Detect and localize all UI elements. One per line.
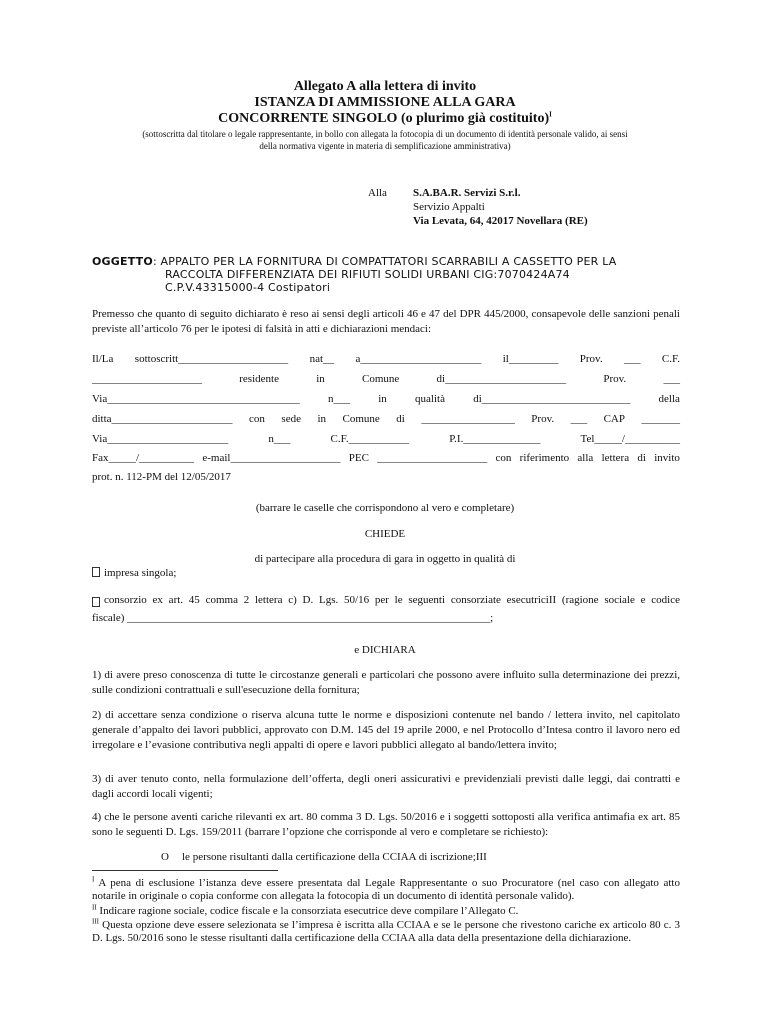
form-field-cf[interactable]: ____________________: [92, 373, 202, 385]
footnote-text-2: Indicare ragione sociale, codice fiscale e la consorziata esecutrice deve compilare l’Allegato C.: [99, 905, 519, 917]
form-label-in: in: [378, 393, 387, 405]
form-field-email[interactable]: e-mail____________________: [202, 452, 341, 464]
text-con: con: [495, 452, 512, 464]
form-label-residente: residente: [239, 373, 279, 385]
form-label-cf: C.F.: [661, 353, 680, 365]
heading-concorrente-text: CONCORRENTE SINGOLO (o plurimo già costituito): [218, 111, 550, 126]
form-label-sede: sede: [281, 413, 301, 425]
declaration-point-1: 1) di avere preso conoscenza di tutte le circostanze generali e particolari che possono avere influito sulla determinazione dei prezzi, sulle condizioni contrattuali e sull'esecuzione della fornitura;: [92, 669, 680, 696]
form-row-4: [92, 413, 680, 425]
form-row-5: [92, 433, 680, 445]
form-label-prov: Prov.: [579, 353, 603, 365]
dichiara-heading: e DICHIARA: [354, 644, 416, 656]
form-field-piva[interactable]: P.I.______________: [449, 433, 541, 445]
form-row-3: [92, 393, 680, 405]
declaration-point-3: 3) di aver tenuto conto, nella formulazione dell’offerta, degli oneri assicurativi e previdenziali previsti dalle leggi, dai contratti e dagli accordi locali vigenti;: [92, 773, 680, 800]
recipient-dept: Servizio Appalti: [413, 201, 485, 213]
option-consorzio-line2[interactable]: fiscale) __________________________________________________________________;: [92, 612, 494, 624]
document-heading-allegato: Allegato A alla lettera di invito: [293, 79, 477, 94]
footnote-mark-3: III: [92, 917, 99, 926]
option-consorzio-label: consorzio ex art. 45 comma 2 lettera c) D. Lgs. 50/16 per le seguenti consorziate esecutriciII (ragione sociale e codice: [104, 594, 680, 606]
form-field-il-la: Il/La: [92, 353, 114, 365]
form-label-prov: Prov.: [603, 373, 627, 385]
oggetto-line2: RACCOLTA DIFFERENZIATA DEI RIFIUTI SOLIDI URBANI CIG:7070424A74: [165, 268, 570, 281]
heading-note-line1: (sottoscritta dal titolare o legale rappresentante, in bollo con allegata la fotocopia di un documento di identità personale valido, ai sensi: [142, 129, 628, 139]
declaration-point-4: 4) che le persone aventi cariche rilevanti ex art. 80 comma 3 D. Lgs. 50/2016 e i soggetti sottoposti alla verifica antimafia ex art. 85 sono le seguenti D. Lgs. 159/2011 (barrare l’opzione che corrisponde al vero e completare se richiesto):: [92, 811, 680, 838]
form-field-sottoscritto[interactable]: sottoscritt____________________: [134, 353, 289, 365]
document-heading-concorrente: [0, 111, 770, 127]
form-field-tel[interactable]: Tel_____/__________: [580, 433, 680, 445]
form-label-della: della: [658, 393, 680, 405]
footnote-text-1: A pena di esclusione l’istanza deve essere presentata dal Legale Rappresentante o suo Procuratore (nel caso con allegato atto notarile in originale o copia conforme con allegata la fotocopia di un documento di identità personale valido).: [92, 877, 680, 902]
footnote-ref-1: I: [549, 110, 552, 119]
form-field-qualita[interactable]: di___________________________: [473, 393, 631, 405]
oggetto-label: OGGETTO: [92, 255, 153, 268]
oggetto-line1: [92, 255, 617, 268]
form-label-in: in: [316, 373, 325, 385]
barrare-instruction: (barrare le caselle che corrispondono al vero e completare): [255, 502, 515, 514]
form-field-cap[interactable]: _______: [641, 413, 680, 425]
footnote-text-3: Questa opzione deve essere selezionata se l’impresa è iscritta alla CCIAA e se le persone che rivestono cariche ex articolo 80 c. 3 D. Lgs. 50/2016 sono le stesse risultanti dalla certificazione della CCIAA alla data della presentazione della dichiarazione.: [92, 919, 680, 944]
form-field-comune-residenza[interactable]: di______________________: [436, 373, 567, 385]
text-invito: invito: [654, 452, 680, 464]
partecipare-text: di partecipare alla procedura di gara in oggetto in qualità di: [254, 553, 516, 565]
prot-reference: prot. n. 112-PM del 12/05/2017: [92, 471, 231, 483]
oggetto-text-1: : APPALTO PER LA FORNITURA DI COMPATTATORI SCARRABILI A CASSETTO PER LA: [152, 255, 617, 268]
form-label-qualita: qualità: [415, 393, 445, 405]
option-consorzio[interactable]: [92, 594, 680, 607]
footnote-mark-2: II: [92, 903, 97, 912]
chiede-heading: CHIEDE: [364, 528, 406, 540]
form-field-cf-ditta[interactable]: C.F.___________: [330, 433, 410, 445]
form-label-prov: Prov.: [531, 413, 555, 425]
checkbox-impresa-singola[interactable]: [92, 567, 100, 577]
footnote-mark-1: I: [92, 875, 95, 884]
form-field-prov-sede[interactable]: ___: [570, 413, 588, 425]
text-di: di: [637, 452, 646, 464]
form-label-comune: Comune: [362, 373, 400, 385]
premessa-paragraph: Premesso che quanto di seguito dichiarato è reso ai sensi degli articoli 46 e 47 del DPR 445/2000, consapevole delle sanzioni penali previste all’articolo 76 per le ipotesi di falsità in atti e dichiarazioni mendaci:: [92, 308, 680, 335]
form-row-1: [92, 353, 680, 365]
form-label-pec: PEC: [348, 452, 369, 464]
form-field-numero[interactable]: n___: [327, 393, 350, 405]
oggetto-line3: C.P.V.43315000-4 Costipatori: [165, 281, 331, 294]
form-field-via-sede[interactable]: Via______________________: [92, 433, 229, 445]
checkbox-consorzio[interactable]: [92, 597, 100, 607]
option-impresa-singola[interactable]: [92, 567, 176, 579]
document-heading-istanza: ISTANZA DI AMMISSIONE ALLA GARA: [254, 95, 516, 110]
form-field-nato[interactable]: nat__: [309, 353, 335, 365]
form-field-ditta[interactable]: ditta______________________: [92, 413, 233, 425]
form-label-con: con: [249, 413, 265, 425]
text-lettera: lettera: [601, 452, 630, 464]
form-field-via[interactable]: Via___________________________________: [92, 393, 300, 405]
form-label-di: di: [396, 413, 405, 425]
form-field-pec[interactable]: ____________________: [377, 452, 488, 464]
option-impresa-singola-label: impresa singola;: [104, 567, 177, 579]
declaration-point-2: 2) di accettare senza condizione o riserva alcuna tutte le norme e disposizioni contenute nel bando / lettera invito, nel capitolato generale d’appalto dei lavori pubblici, approvato con D.M. 145 del 19 aprile 2000, e nel Protocollo d’Intesa contro il lavoro nero ed irregolare e l’evasione contributiva negli appalti di opere e lavori pubblici allegato al bando/lettera invito;: [92, 709, 680, 751]
form-field-fax[interactable]: Fax_____/__________: [92, 452, 195, 464]
option-cciaa-persone: le persone risultanti dalla certificazione della CCIAA di iscrizione;III: [182, 851, 487, 863]
form-row-2: [92, 373, 680, 385]
form-row-6: [92, 452, 680, 464]
form-field-luogo-nascita[interactable]: a______________________: [355, 353, 482, 365]
form-label-cap: CAP: [603, 413, 625, 425]
footnote-1: [92, 877, 680, 903]
footnote-2: [92, 905, 680, 918]
form-field-numero-sede[interactable]: n___: [268, 433, 291, 445]
form-field-comune-sede[interactable]: _________________: [421, 413, 515, 425]
form-field-prov[interactable]: ___: [624, 353, 641, 365]
form-label-in: in: [317, 413, 327, 425]
text-alla: alla: [577, 452, 594, 464]
recipient-name: S.A.BA.R. Servizi S.r.l.: [413, 187, 521, 199]
heading-note-line2: della normativa vigente in materia di semplificazione amministrativa): [259, 141, 511, 151]
recipient-address: Via Levata, 64, 42017 Novellara (RE): [413, 215, 588, 227]
form-label-comune: Comune: [342, 413, 380, 425]
recipient-alla: Alla: [368, 187, 387, 199]
form-field-data-nascita[interactable]: il_________: [502, 353, 559, 365]
text-riferimento: riferimento: [519, 452, 570, 464]
form-field-prov-residenza[interactable]: ___: [663, 373, 680, 385]
footnote-3: [92, 919, 680, 945]
footnote-separator: [92, 870, 278, 871]
option-o-marker[interactable]: O: [161, 851, 169, 863]
